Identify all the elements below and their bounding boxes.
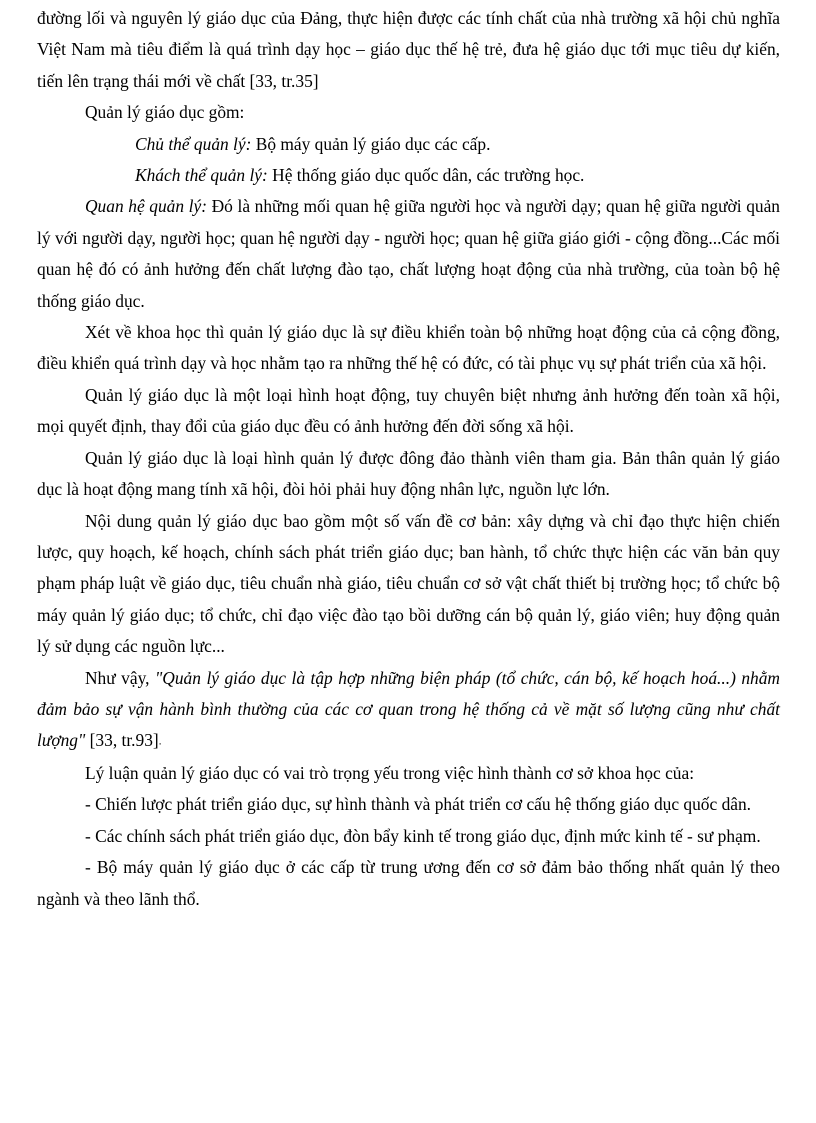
paragraph-management-object — [37, 160, 780, 191]
term-definition: Bộ máy quản lý giáo dục các cấp. — [251, 133, 491, 154]
list-item-apparatus: - Bộ máy quản lý giáo dục ở các cấp từ trung ương đến cơ sở đảm bảo thống nhất quản lý theo ngành và theo lãnh thổ. — [37, 857, 780, 909]
paragraph-management-relations — [37, 191, 780, 317]
paragraph-management-subject — [37, 129, 780, 160]
citation: [33, tr.93] — [85, 730, 159, 751]
paragraph-content: Nội dung quản lý giáo dục bao gồm một số vấn đề cơ bản: xây dựng và chỉ đạo thực hiện chiến lược, quy hoạch, kế hoạch, chính sách phát triển giáo dục; ban hành, tổ chức thực hiện các văn bản quy phạm pháp luật về giáo dục, tiêu chuẩn nhà giáo, tiêu chuẩn cơ sở vật chất thiết bị trường học; tổ chức bộ máy quản lý giáo dục; tổ chức, chỉ đạo việc đào tạo bồi dưỡng cán bộ quản lý, giáo viên; huy động quản lý sử dụng các nguồn lực... — [37, 510, 780, 657]
paragraph-social-activity: Quản lý giáo dục là loại hình quản lý được đông đảo thành viên tham gia. Bản thân quản lý giáo dục là hoạt động mang tính xã hội, đòi hỏi phải huy động nhân lực, nguồn lực lớn. — [37, 447, 780, 500]
quote-text: "Quản lý giáo dục là tập hợp những biện pháp (tổ chức, cán bộ, kế hoạch hoá...) nhằm đảm bảo sự vận hành bình thường của các cơ quan trong hệ thống cả về mặt số lượng cũng như chất lượng" — [37, 667, 780, 751]
paragraph-definition-quote — [37, 663, 780, 759]
term-label: Quan hệ quản lý: — [85, 196, 208, 217]
document-page — [37, 3, 780, 915]
paragraph-components-intro: Quản lý giáo dục gồm: — [85, 102, 245, 123]
paragraph-activity-type: Quản lý giáo dục là một loại hình hoạt động, tuy chuyên biệt nhưng ảnh hưởng đến toàn xã hội, mọi quyết định, thay đổi của giáo dục đều có ảnh hưởng đến đời sống xã hội. — [37, 384, 780, 437]
quote-lead: Như vậy, — [85, 667, 155, 688]
list-item-policies: - Các chính sách phát triển giáo dục, đòn bẩy kinh tế trong giáo dục, định mức kinh tế - sư phạm. — [85, 825, 761, 846]
list-item-strategy: - Chiến lược phát triển giáo dục, sự hình thành và phát triển cơ cấu hệ thống giáo dục quốc dân. — [85, 794, 752, 815]
term-label: Chủ thể quản lý: — [135, 133, 252, 154]
term-definition: Hệ thống giáo dục quốc dân, các trường học. — [267, 165, 585, 186]
paragraph-theory-role: Lý luận quản lý giáo dục có vai trò trọng yếu trong việc hình thành cơ sở khoa học của: — [85, 763, 695, 784]
paragraph-continuation: đường lối và nguyên lý giáo dục của Đảng, thực hiện được các tính chất của nhà trường xã hội chủ nghĩa Việt Nam mà tiêu điểm là quá trình dạy học – giáo dục thế hệ trẻ, đưa hệ giáo dục tới mục tiêu dự kiến, tiến lên trạng thái mới về chất [33, tr.35] — [37, 8, 780, 91]
paragraph-scientific-view: Xét về khoa học thì quản lý giáo dục là sự điều khiển toàn bộ những hoạt động của cả cộng đồng, điều khiển quá trình dạy và học nhằm tạo ra những thế hệ có đức, có tài phục vụ sự phát triển của xã hội. — [37, 322, 780, 374]
term-definition: Đó là những mối quan hệ giữa người học và người dạy; quan hệ giữa người quản lý với người dạy, người học; quan hệ người dạy - người học; quan hệ giữa giáo giới - cộng đồng...Các mối quan hệ đó có ảnh hưởng đến chất lượng đào tạo, chất lượng hoạt động của nhà trường, của toàn bộ hệ thống giáo dục. — [37, 196, 780, 311]
stray-mark: . — [158, 735, 162, 748]
term-label: Khách thể quản lý: — [135, 165, 268, 186]
